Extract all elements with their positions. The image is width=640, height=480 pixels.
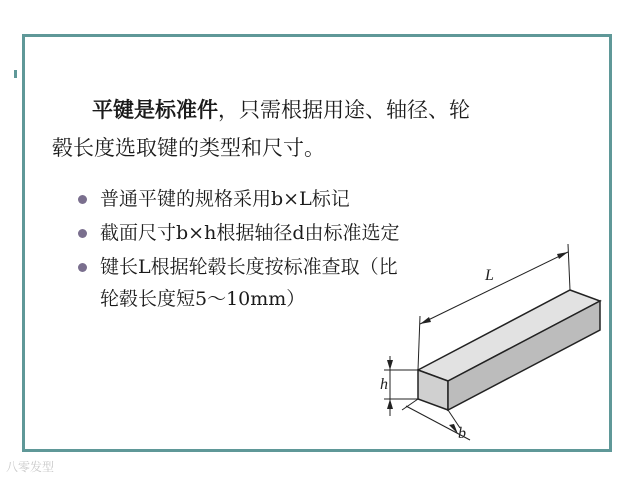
label-h: h <box>380 376 388 393</box>
slide-title-line-2: 毂长度选取键的类型和尺寸。 <box>52 136 325 160</box>
slide-edge-marker <box>14 70 17 78</box>
l-extension-right <box>568 244 570 290</box>
slide-title-line-1 <box>92 96 562 124</box>
key-diagram <box>372 244 622 454</box>
bullet-text-1: 普通平键的规格采用b×L标记 <box>100 188 350 210</box>
slide-title-strong: 平键是标准件 <box>92 97 218 122</box>
bullet-text-3: 键长L根据轮毂长度按标准查取（比 <box>100 256 398 278</box>
h-arrow-bottom <box>387 399 393 409</box>
h-arrow-top <box>387 360 393 370</box>
bullet-text-2: 截面尺寸b×h根据轴径d由标准选定 <box>100 222 400 244</box>
l-extension-left <box>418 316 420 370</box>
bullet-dot-icon <box>78 195 87 204</box>
l-arrow-left <box>420 317 431 324</box>
watermark: 八零发型 <box>6 460 55 474</box>
slide-title-rest: ，只需根据用途、轴径、轮 <box>218 98 470 122</box>
bullet-dot-icon <box>78 229 87 238</box>
bullet-item-1 <box>76 186 456 220</box>
bullet-continuation: 轮毂长度短5～10mm） <box>100 288 306 310</box>
bullet-dot-icon <box>78 263 87 272</box>
label-b: b <box>458 425 466 442</box>
label-l: L <box>485 267 494 284</box>
l-arrow-right <box>557 252 568 259</box>
